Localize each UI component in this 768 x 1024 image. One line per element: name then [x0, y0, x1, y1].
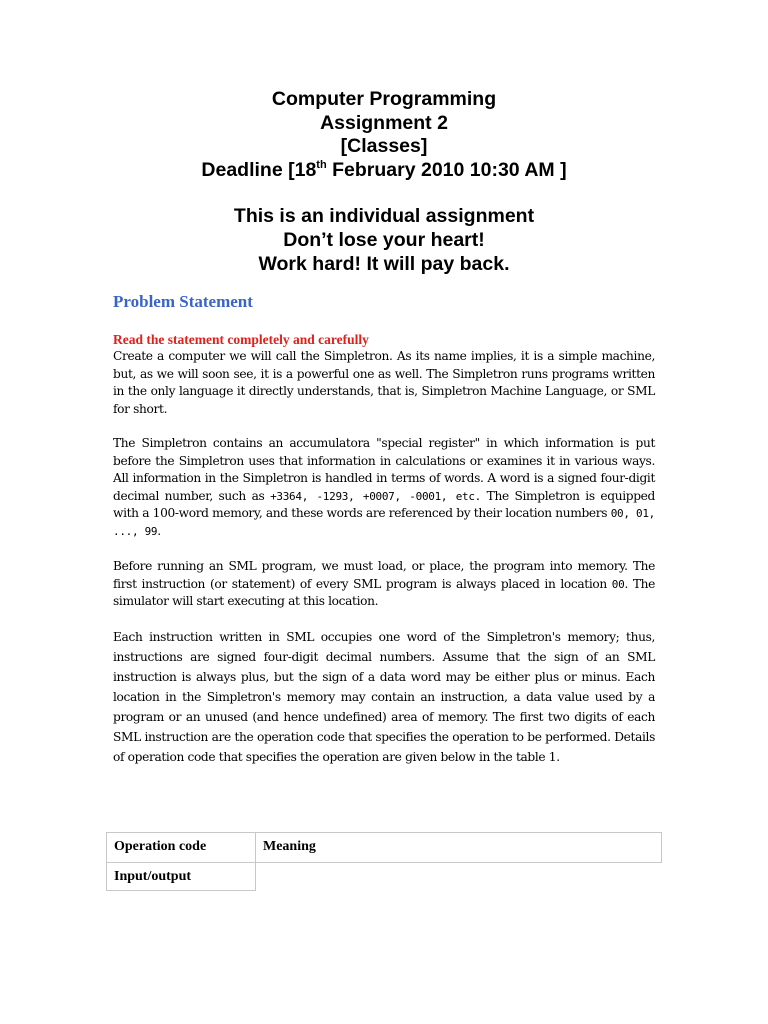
read-warning: Read the statement completely and carefully	[113, 332, 369, 347]
motto-line-1: This is an individual assignment	[233, 205, 535, 227]
deadline-prefix: Deadline [18	[201, 158, 317, 181]
motto-line-3: Work hard! It will pay back.	[258, 253, 510, 275]
p2-code-locations: 00, 01, ..., 99	[113, 507, 655, 538]
deadline-suffix: February 2010 10:30 AM ]	[326, 158, 567, 181]
paragraph-1: Create a computer we will call the Simpletron. As its name implies, it is a simple machine, but, as we will soon see, it is a powerful one as well. The Simpletron runs programs written in the only language it directly understands, that is, Simpletron Machine Language, or SML for short.	[113, 349, 655, 416]
table-header-meaning: Meaning	[255, 832, 662, 863]
deadline	[0, 159, 768, 183]
p2-text-b: The Simpletron is equipped with a 100-word memory, and these words are referenced by their location numbers	[113, 488, 655, 520]
p3-code-location: 00	[611, 577, 625, 591]
table-row-input-output: Input/output	[106, 862, 256, 891]
paragraph-2	[113, 435, 655, 540]
paragraph-4: Each instruction written in SML occupies one word of the Simpletron's memory; thus, instructions are signed four-digit decimal numbers. Assume that the sign of an SML instruction is always plus, but the sign of a data word may be either plus or minus. Each location in the Simpletron's memory may contain an instruction, a data value used by a program or an unused (and hence undefined) area of memory. The first two digits of each SML instruction are the operation code that specifies the operation to be performed. Details of operation code that specifies the operation are given below in the table 1.	[113, 630, 655, 764]
motto-block	[0, 204, 768, 276]
p2-text-a: The Simpletron contains an accumulatora "special register" in which information is put before the Simpletron uses that information in calculations or examines it in various ways. All information in the Simpletron is handled in terms of words. A word is a signed four-digit decimal number, such as	[113, 436, 655, 503]
course-title: Computer Programming	[271, 88, 497, 110]
paragraph-3	[113, 558, 655, 611]
document-header	[0, 88, 768, 182]
motto-line-2: Don’t lose your heart!	[283, 229, 485, 251]
deadline-superscript: th	[316, 158, 327, 171]
table-header-operation-code: Operation code	[106, 832, 256, 863]
p3-text-b: . The simulator will start executing at this location.	[113, 576, 655, 608]
assignment-topic: [Classes]	[340, 135, 428, 157]
p2-code-examples: +3364, -1293, +0007, -0001, etc.	[270, 489, 481, 503]
section-title: Problem Statement	[113, 292, 253, 311]
p2-text-c: .	[157, 523, 161, 538]
assignment-number: Assignment 2	[320, 111, 448, 134]
p3-text-a: Before running an SML program, we must load, or place, the program into memory. The first instruction (or statement) of every SML program is always placed in location	[113, 559, 655, 591]
